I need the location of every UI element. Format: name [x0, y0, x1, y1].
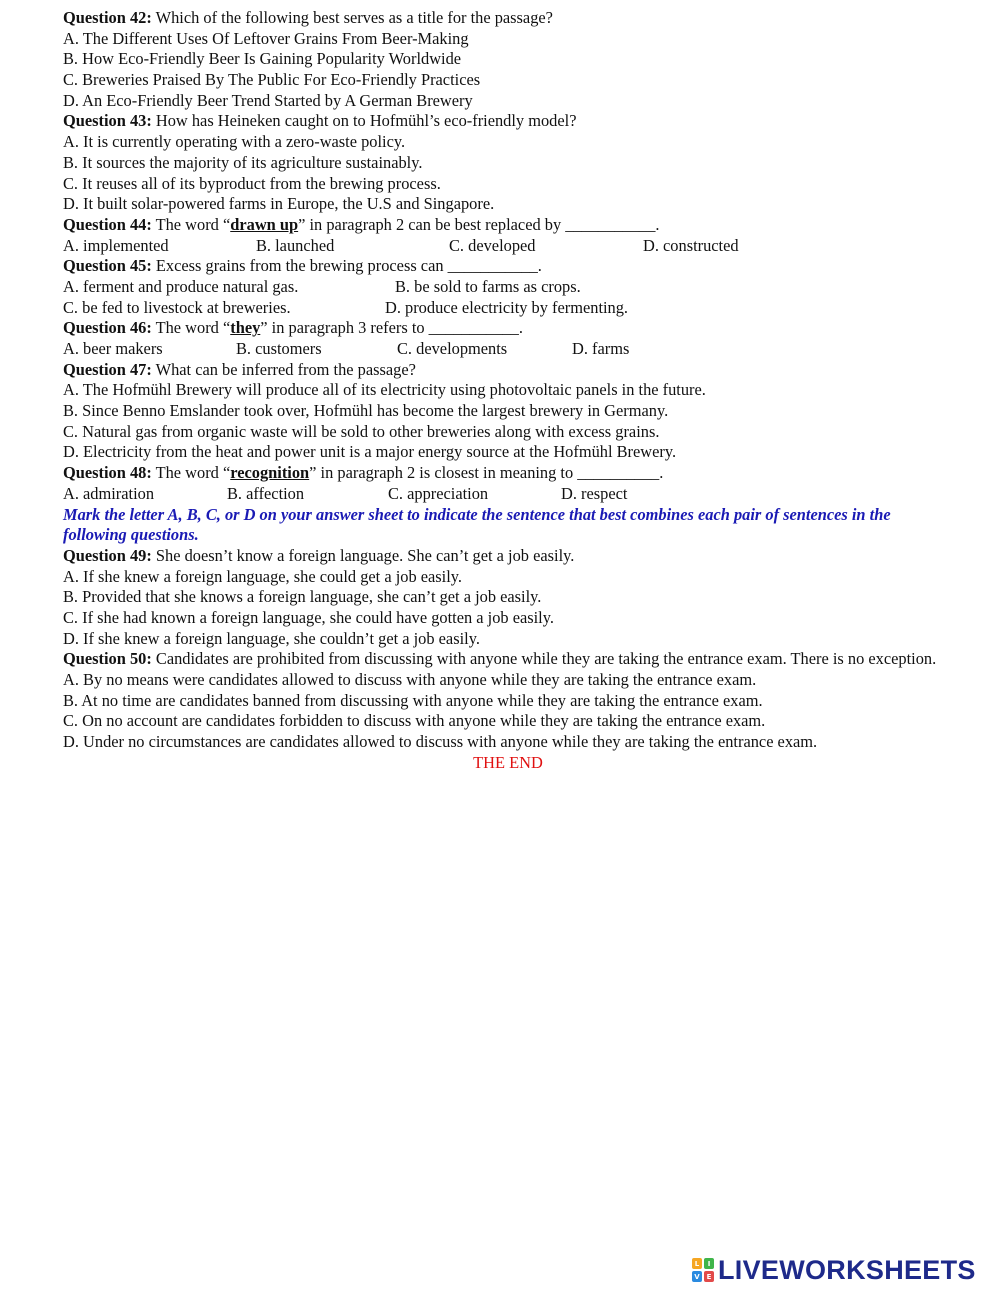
option-b[interactable]: B. be sold to farms as crops.	[395, 276, 581, 296]
question-label: Question 46:	[63, 318, 152, 338]
option-d[interactable]: D. farms	[572, 339, 630, 358]
logo-tile: L	[692, 1258, 702, 1269]
options-row	[63, 277, 953, 298]
liveworksheets-logo	[692, 1256, 976, 1284]
question-label: Question 48:	[63, 463, 152, 483]
question-45-stem	[63, 256, 953, 277]
question-text: She doesn’t know a foreign language. She can’t get a job easily.	[151, 545, 575, 565]
question-label: Question 45:	[63, 256, 152, 276]
option-c[interactable]: C. Natural gas from organic waste will be sold to other breweries along with excess grains.	[63, 421, 660, 441]
question-49-stem	[63, 546, 953, 567]
option-c[interactable]: C. On no account are candidates forbidden to discuss with anyone while they are taking the entrance exam.	[63, 711, 766, 731]
option-d[interactable]: D. Under no circumstances are candidates allowed to discuss with anyone while they are taking the entrance exam.	[63, 732, 818, 752]
keyword: recognition	[230, 463, 310, 483]
keyword: they	[230, 318, 261, 338]
question-48-stem	[63, 463, 953, 484]
option-c[interactable]: C. If she had known a foreign language, she could have gotten a job easily.	[63, 607, 554, 627]
option-d[interactable]: D. It built solar-powered farms in Europe, the U.S and Singapore.	[63, 194, 495, 214]
question-text: Candidates are prohibited from discussing with anyone while they are taking the entrance exam. There is no exception.	[151, 649, 937, 669]
question-text-pre: The word “	[151, 318, 231, 338]
option-a[interactable]: A. implemented	[63, 235, 169, 255]
question-50-stem	[63, 649, 953, 670]
logo-tile: V	[692, 1271, 702, 1282]
question-text: Excess grains from the brewing process can ___________.	[151, 256, 542, 276]
options-row	[63, 484, 953, 505]
option-b[interactable]: B. It sources the majority of its agriculture sustainably.	[63, 152, 423, 172]
option-b[interactable]: B. Since Benno Emslander took over, Hofmühl has become the largest brewery in Germany.	[63, 401, 669, 421]
option-d[interactable]: D. If she knew a foreign language, she couldn’t get a job easily.	[63, 628, 480, 648]
options-row	[63, 339, 953, 360]
option-a[interactable]: A. The Different Uses Of Leftover Grains From Beer-Making	[63, 28, 469, 48]
question-text: What can be inferred from the passage?	[151, 359, 416, 379]
question-label: Question 50:	[63, 649, 152, 669]
question-46-stem	[63, 318, 953, 339]
option-a[interactable]: A. It is currently operating with a zero-waste policy.	[63, 132, 406, 152]
logo-icon	[692, 1258, 714, 1282]
question-text-pre: The word “	[151, 463, 231, 483]
options-row	[63, 236, 953, 257]
option-a[interactable]: A. The Hofmühl Brewery will produce all of its electricity using photovoltaic panels in the future.	[63, 380, 706, 400]
option-c[interactable]: C. developments	[397, 339, 508, 358]
option-c[interactable]: C. It reuses all of its byproduct from the brewing process.	[63, 173, 441, 193]
logo-tile: I	[704, 1258, 714, 1269]
question-label: Question 47:	[63, 359, 152, 379]
end-marker: THE END	[473, 752, 543, 772]
option-b[interactable]: B. How Eco-Friendly Beer Is Gaining Popularity Worldwide	[63, 49, 462, 69]
option-c[interactable]: C. be fed to livestock at breweries.	[63, 297, 291, 317]
option-b[interactable]: B. launched	[256, 235, 335, 255]
options-row	[63, 298, 953, 319]
question-43-stem	[63, 111, 953, 132]
option-c[interactable]: C. developed	[449, 235, 536, 255]
option-b[interactable]: B. At no time are candidates banned from discussing with anyone while they are taking the entrance exam.	[63, 690, 763, 710]
logo-tile: E	[704, 1271, 714, 1282]
option-c[interactable]: C. Breweries Praised By The Public For Eco-Friendly Practices	[63, 70, 481, 90]
worksheet-document	[63, 8, 953, 773]
question-label: Question 49:	[63, 545, 152, 565]
question-text-post: ” in paragraph 3 refers to ___________.	[260, 318, 523, 338]
option-b[interactable]: B. customers	[236, 339, 322, 358]
question-label: Question 42:	[63, 8, 152, 27]
option-d[interactable]: D. An Eco-Friendly Beer Trend Started by A German Brewery	[63, 90, 473, 110]
question-text-post: ” in paragraph 2 is closest in meaning to __________.	[309, 463, 664, 483]
question-42-stem	[63, 8, 953, 29]
option-d[interactable]: D. Electricity from the heat and power unit is a major energy source at the Hofmühl Brewery.	[63, 442, 677, 462]
option-a[interactable]: A. If she knew a foreign language, she could get a job easily.	[63, 566, 463, 586]
option-a[interactable]: A. By no means were candidates allowed to discuss with anyone while they are taking the entrance exam.	[63, 670, 757, 690]
option-a[interactable]: A. beer makers	[63, 339, 163, 358]
brand-name: LIVEWORKSHEETS	[718, 1254, 976, 1285]
question-text: How has Heineken caught on to Hofmühl’s eco-friendly model?	[151, 111, 577, 131]
option-c[interactable]: C. appreciation	[388, 483, 489, 503]
option-d[interactable]: D. constructed	[643, 235, 739, 255]
section-instruction: Mark the letter A, B, C, or D on your answer sheet to indicate the sentence that best combines each pair of sentences in the following questions.	[63, 504, 891, 545]
option-d[interactable]: D. produce electricity by fermenting.	[385, 297, 629, 317]
option-b[interactable]: B. Provided that she knows a foreign language, she can’t get a job easily.	[63, 587, 542, 607]
question-text: Which of the following best serves as a title for the passage?	[151, 8, 553, 27]
option-a[interactable]: A. ferment and produce natural gas.	[63, 276, 299, 296]
question-text-post: ” in paragraph 2 can be best replaced by ___________.	[298, 214, 660, 234]
option-a[interactable]: A. admiration	[63, 483, 155, 503]
option-d[interactable]: D. respect	[561, 483, 628, 503]
question-text-pre: The word “	[151, 214, 231, 234]
option-b[interactable]: B. affection	[227, 483, 305, 503]
question-label: Question 44:	[63, 214, 152, 234]
question-44-stem	[63, 215, 953, 236]
question-label: Question 43:	[63, 111, 152, 131]
keyword: drawn up	[230, 214, 299, 234]
question-47-stem	[63, 360, 953, 381]
